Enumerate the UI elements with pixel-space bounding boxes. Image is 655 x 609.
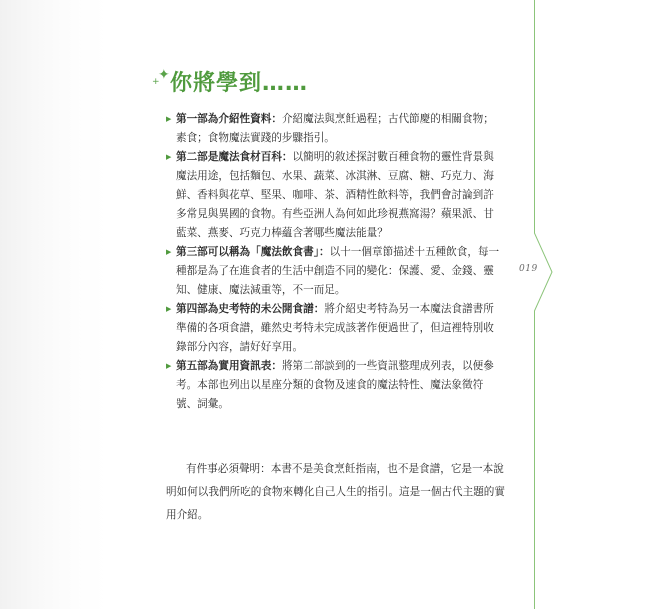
- sparkle-small-icon: +: [152, 77, 160, 87]
- item-heading: 第三部可以稱為「魔法飲食書」：: [176, 246, 330, 258]
- list-item: [166, 300, 502, 357]
- list-item: [166, 110, 502, 148]
- item-heading: 第二部是魔法食材百科：: [176, 151, 293, 163]
- page-number: 019: [519, 264, 538, 274]
- triangle-bullet-icon: ▶: [166, 362, 172, 370]
- section-heading: [152, 66, 352, 102]
- list-item: [166, 148, 502, 243]
- triangle-bullet-icon: ▶: [166, 153, 172, 161]
- item-heading: 第五部為實用資訊表：: [176, 360, 282, 372]
- item-heading: 第一部為介紹性資料：: [176, 113, 282, 125]
- closing-paragraph: 有件事必須聲明：本書不是美食烹飪指南，也不是食譜，它是一本說明如何以我們所吃的食物來轉化自己人生的指引。這是一個古代主題的實用介紹。: [166, 463, 505, 521]
- bullet-list: [166, 110, 502, 414]
- item-text: 將第二部談到的一些資訊整理成列表，以便參考。本部也列出以星座分類的食物及速食的魔法特性、魔法象徵符號、詞彙。: [176, 360, 494, 410]
- list-item: [166, 243, 502, 300]
- triangle-bullet-icon: ▶: [166, 248, 172, 256]
- item-text: 以十一個章節描述十五種飲食，每一種都是為了在進食者的生活中創造不同的變化：保護、愛、金錢、靈知、健康、魔法減重等，不一而足。: [176, 246, 500, 296]
- item-text: 將介紹史考特為另一本魔法食譜書所準備的各項食譜，雖然史考特未完成該著作便過世了，但這裡特別收錄部分內容，請好好享用。: [176, 303, 494, 353]
- triangle-bullet-icon: ▶: [166, 115, 172, 123]
- item-heading: 第四部為史考特的未公開食譜：: [176, 303, 325, 315]
- page-title: 你將學到……: [170, 71, 309, 96]
- list-item: [166, 357, 502, 414]
- sparkle-icon: ✦: [158, 67, 170, 83]
- item-text: 介紹魔法與烹飪過程；古代節慶的相關食物；素食；食物魔法實踐的步驟指引。: [176, 113, 494, 144]
- item-text: 以簡明的敘述探討數百種食物的靈性背景與魔法用途，包括麵包、水果、蔬菜、冰淇淋、豆腐、糖、巧克力、海鮮、香料與花草、堅果、咖啡、茶、酒精性飲料等，我們會討論到許多常見與異國的食物。有些亞洲人為何如此珍視燕窩湯？蘋果派、甘藍菜、燕麥、巧克力棒蘊含著哪些魔法能量？: [176, 151, 494, 239]
- triangle-bullet-icon: ▶: [166, 305, 172, 313]
